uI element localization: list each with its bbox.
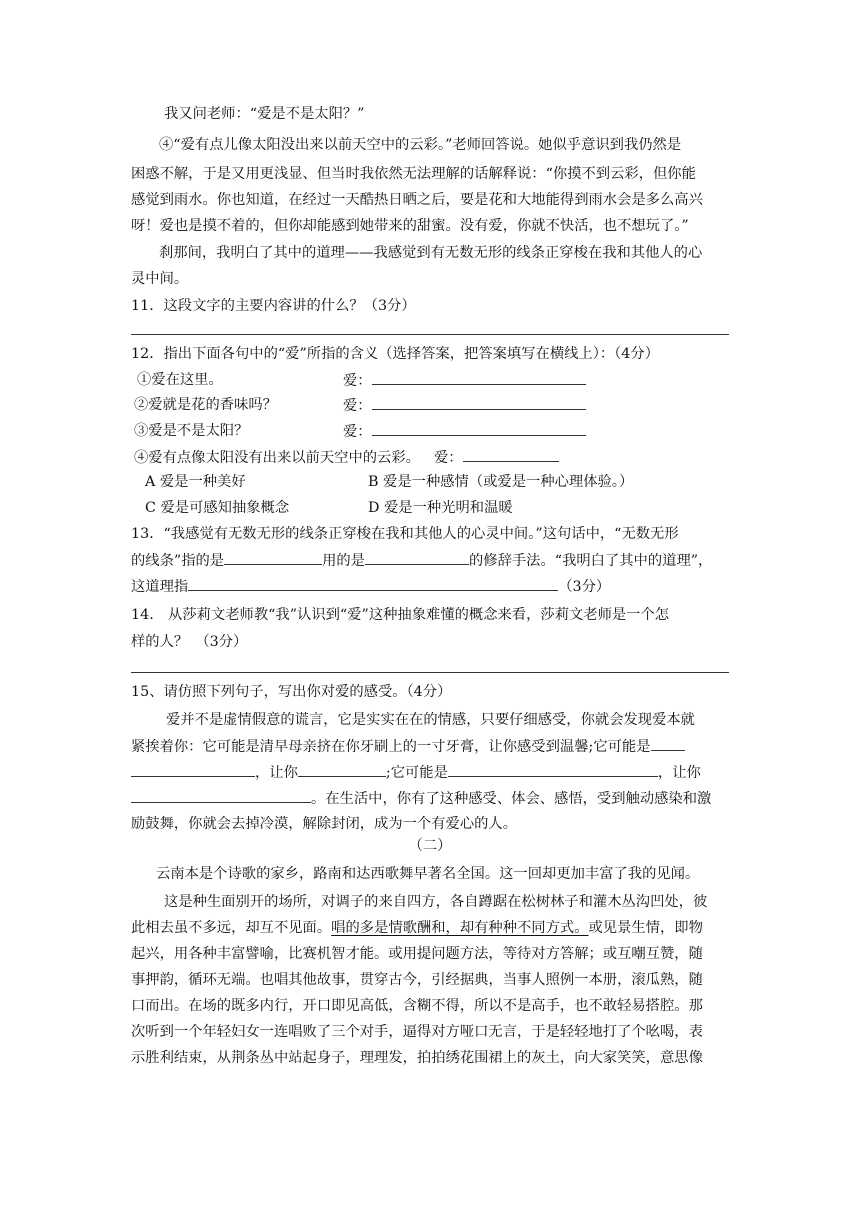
passage2-line-6: 口而出。在场的既多内行，开口即见高低，含糊不得，所以不是高手，也不敢轻易搭腔。那 xyxy=(131,998,703,1014)
q13-score: （3分） xyxy=(558,579,611,595)
q12-sentence-3: ③爱是不是太阳？ xyxy=(134,423,249,439)
q13-text-b: 用的是 xyxy=(322,553,365,569)
q15-blank-1a[interactable] xyxy=(651,736,685,751)
passage2-line-4: 起兴，用各种丰富譬喻，比赛机智才能。或用提问题方法，等待对方答解；或互嘲互赞，随 xyxy=(131,946,703,962)
question-15-title: 15、请仿照下列句子，写出你对爱的感受。（4分） xyxy=(131,684,452,700)
question-11: 11．这段文字的主要内容讲的什么？（3分） xyxy=(131,298,416,314)
q12-option-c: C 爱是可感知抽象概念 xyxy=(145,500,290,516)
passage2-line-1: 云南本是个诗歌的家乡，路南和达西歌舞早著名全国。这一回却更加丰富了我的见闻。 xyxy=(156,866,700,882)
q12-sentence-4 xyxy=(134,447,559,468)
q13-blank-3[interactable] xyxy=(188,576,558,591)
section-heading: （二） xyxy=(408,838,452,854)
passage2-line-3-b: 或见景生情，即物 xyxy=(588,920,703,936)
passage1-line-1: 我又问老师：“爱是不是太阳？” xyxy=(164,106,365,122)
q11-answer-line[interactable] xyxy=(131,334,729,335)
q12-answer-2[interactable] xyxy=(343,395,586,416)
passage1-line-3: 困惑不解，于是又用更浅显、但当时我依然无法理解的话解释说：“你摸不到云彩，但你能 xyxy=(131,166,696,182)
q15-line-1: 爱并不是虚情假意的谎言，它是实实在在的情感，只要仔细感受，你就会发现爱本就 xyxy=(166,712,695,728)
question-14-line-2: 样的人？ （3分） xyxy=(131,634,248,650)
q12-option-d: D 爱是一种光明和温暖 xyxy=(368,500,513,516)
question-13-line-2 xyxy=(131,550,712,571)
q15-line-4-text: 。在生活中，你有了这种感受、体会、感悟，受到触动感染和激 xyxy=(311,791,712,807)
q12-label-4: 爱： xyxy=(433,450,463,466)
q12-sentence-4-text: ④爱有点像太阳没有出来以前天空中的云彩。 xyxy=(134,450,420,466)
passage2-line-3-a: 此相去虽不多远，却互不见面。 xyxy=(131,920,332,936)
passage1-line-2: ④“爱有点儿像太阳没出来以前天空中的云彩。”老师回答说。她似乎意识到我仍然是 xyxy=(159,137,682,153)
passage1-line-7: 灵中间。 xyxy=(131,271,189,287)
q15-line-2 xyxy=(131,736,685,757)
q15-blank-3[interactable] xyxy=(448,762,658,777)
q15-blank-1b[interactable] xyxy=(131,762,255,777)
q12-answer-3[interactable] xyxy=(343,421,586,442)
q12-option-b: B 爱是一种感情（或爱是一种心理体验。） xyxy=(368,474,634,490)
question-12: 12．指出下面各句中的“爱”所指的含义（选择答案，把答案填写在横线上）：（4分） xyxy=(131,346,659,362)
passage2-line-7: 次听到一个年轻妇女一连唱败了三个对手，逼得对方哑口无言，于是轻轻地打了个吆喝，表 xyxy=(131,1024,703,1040)
question-13-line-1: 13．“我感觉有无数无形的线条正穿梭在我和其他人的心灵中间。”这句话中，“无数无形 xyxy=(131,526,679,542)
q12-sentence-1: ①爱在这里。 xyxy=(137,372,223,388)
passage1-line-4: 感觉到雨水。你也知道，在经过一天酷热日晒之后，要是花和大地能得到雨水会是多么高兴 xyxy=(131,192,703,208)
q12-blank-4[interactable] xyxy=(463,447,559,462)
passage2-line-8: 示胜利结束，从荆条丛中站起身子，理理发，拍拍绣花围裙上的灰土，向大家笑笑，意思像 xyxy=(131,1050,703,1066)
q15-blank-4[interactable] xyxy=(131,788,311,803)
q13-text-a: 的线条”指的是 xyxy=(131,553,225,569)
q13-blank-1[interactable] xyxy=(224,550,322,565)
q14-answer-line[interactable] xyxy=(131,672,729,673)
passage2-underlined-sentence: 唱的多是情歌酬和，却有种种不同方式。 xyxy=(331,920,589,936)
passage1-line-5: 呀！爱也是摸不着的，但你却能感到她带来的甜蜜。没有爱，你就不快活，也不想玩了。” xyxy=(131,218,689,234)
q13-text-d: 这道理指 xyxy=(131,579,189,595)
question-14-line-1: 14. 从莎莉文老师教“我”认识到“爱”这种抽象难懂的概念来看，莎莉文老师是一个怎 xyxy=(131,607,670,623)
q13-blank-2[interactable] xyxy=(365,550,469,565)
q15-line-3 xyxy=(131,762,701,783)
q12-blank-3[interactable] xyxy=(372,421,586,436)
q15-text-keneng: ;它可能是 xyxy=(385,765,448,781)
passage2-line-5: 事押韵，循环无端。也唱其他故事，贯穿古今，引经据典，当事人照例一本册，滚瓜熟，随 xyxy=(131,972,703,988)
q15-line-5: 励鼓舞，你就会去掉冷漠，解除封闭，成为一个有爱心的人。 xyxy=(131,816,518,832)
q12-option-a: A 爱是一种美好 xyxy=(145,474,246,490)
q15-line-4 xyxy=(131,788,711,809)
q12-blank-2[interactable] xyxy=(372,395,586,410)
q12-sentence-2: ②爱就是花的香味吗？ xyxy=(134,397,277,413)
q12-blank-1[interactable] xyxy=(372,370,586,385)
q15-text-rangni-1: ，让你 xyxy=(255,765,298,781)
passage1-line-6: 刹那间，我明白了其中的道理——我感觉到有无数无形的线条正穿梭在我和其他人的心 xyxy=(159,245,703,261)
q12-answer-1[interactable] xyxy=(343,370,586,391)
q15-blank-2[interactable] xyxy=(298,762,386,777)
q13-text-c: 的修辞手法。“我明白了其中的道理”， xyxy=(468,553,713,569)
q15-line-2-text: 紧挨着你：它可能是清早母亲挤在你牙刷上的一寸牙膏，让你感受到温馨;它可能是 xyxy=(131,739,651,755)
q12-label-2: 爱： xyxy=(343,398,372,414)
q12-label-1: 爱： xyxy=(343,373,372,389)
passage2-line-2: 这是种生面别开的场所，对调子的来自四方，各自蹲踞在松树林子和灌木丛沟凹处，彼 xyxy=(164,894,708,910)
q15-text-rangni-2: ，让你 xyxy=(657,765,701,781)
question-13-line-3 xyxy=(131,576,610,597)
passage2-line-3 xyxy=(131,918,703,938)
q12-label-3: 爱： xyxy=(343,424,372,440)
